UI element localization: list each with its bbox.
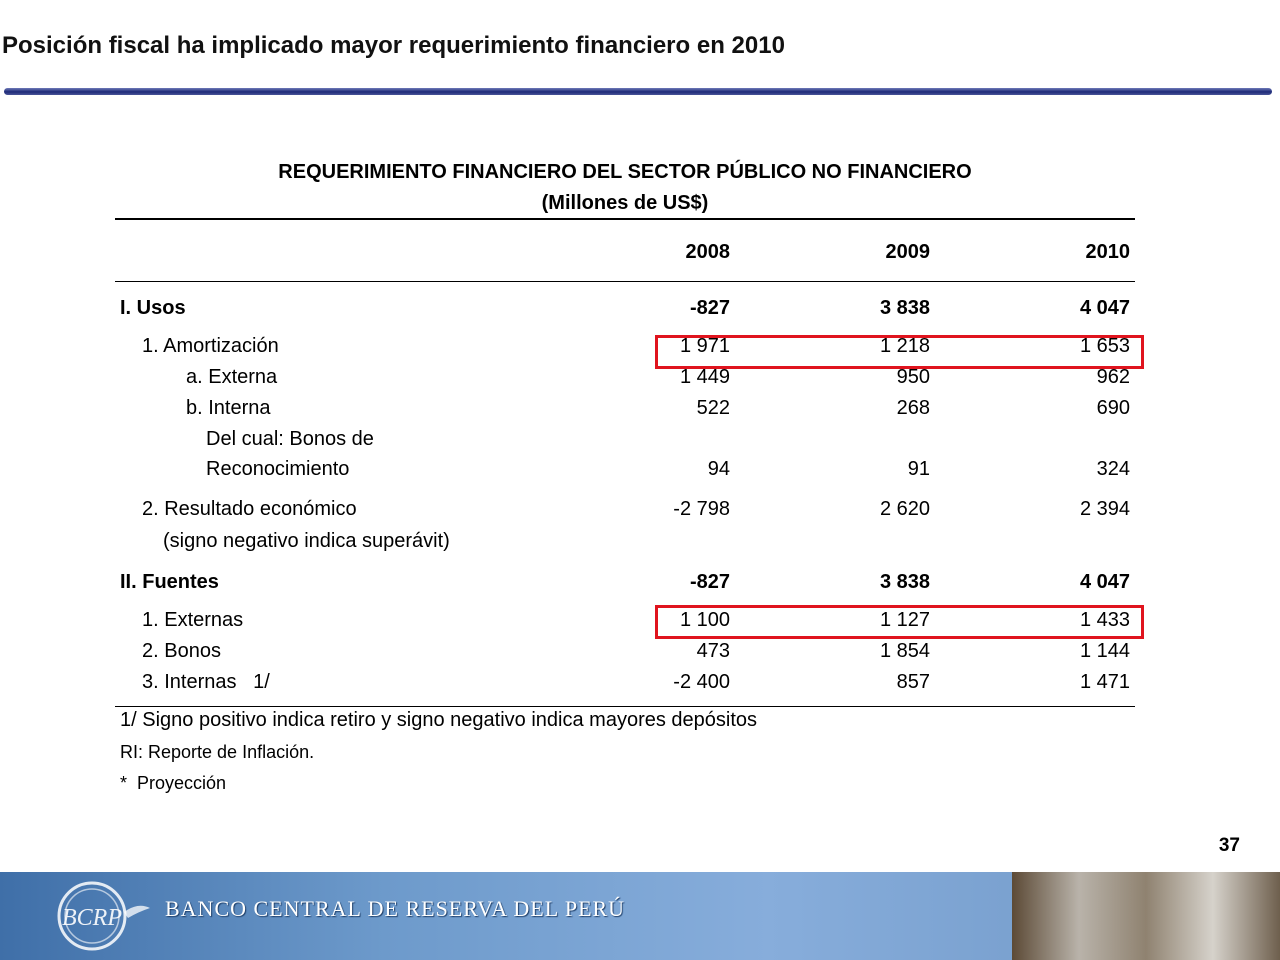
- footer-banner: [0, 872, 1280, 960]
- row-label-signo-note: (signo negativo indica superávit): [163, 530, 450, 552]
- table-top-rule: [115, 218, 1135, 220]
- bcrp-logo-icon: [52, 878, 152, 954]
- cell-value: -827: [689, 571, 730, 593]
- cell-value: -2 400: [673, 671, 730, 693]
- title-divider: [4, 88, 1272, 95]
- cell-value: 3 838: [879, 571, 930, 593]
- footnote-proyeccion: * Proyección: [120, 773, 227, 793]
- cell-value: 94: [707, 458, 730, 480]
- row-label-usos: I. Usos: [120, 297, 186, 319]
- cell-value: 91: [907, 458, 930, 480]
- row-label-externa: a. Externa: [186, 366, 278, 388]
- slide-title: Posición fiscal ha implicado mayor requerimiento financiero en 2010: [2, 32, 785, 59]
- cell-value: 522: [696, 397, 730, 419]
- cell-value: 3 838: [879, 297, 930, 319]
- cell-value: 1 854: [879, 640, 930, 662]
- logo-letters: BCRP: [62, 905, 122, 931]
- page-number: 37: [1218, 835, 1240, 856]
- bank-name: BANCO CENTRAL DE RESERVA DEL PERÚ: [165, 896, 626, 921]
- footer-photo: [1012, 872, 1280, 960]
- table-subtitle: (Millones de US$): [541, 192, 709, 214]
- cell-value: 950: [896, 366, 930, 388]
- cell-value: 1 971: [679, 335, 730, 357]
- cell-value: 1 127: [879, 609, 930, 631]
- row-label-reconocimiento: Reconocimiento: [206, 458, 350, 480]
- cell-value: 4 047: [1079, 571, 1130, 593]
- cell-value: 324: [1096, 458, 1130, 480]
- row-label-del-cual: Del cual: Bonos de: [206, 428, 374, 450]
- table-title: REQUERIMIENTO FINANCIERO DEL SECTOR PÚBLICO NO FINANCIERO: [278, 161, 972, 183]
- header-rule: [115, 281, 1135, 282]
- cell-value: -827: [689, 297, 730, 319]
- row-label-bonos: 2. Bonos: [142, 640, 221, 662]
- footnote-1: 1/ Signo positivo indica retiro y signo negativo indica mayores depósitos: [120, 709, 758, 731]
- cell-value: 1 433: [1079, 609, 1130, 631]
- cell-value: 690: [1096, 397, 1130, 419]
- row-label-externas: 1. Externas: [142, 609, 244, 631]
- row-label-interna: b. Interna: [186, 397, 271, 419]
- footnote-ri: RI: Reporte de Inflación.: [120, 742, 315, 762]
- cell-value: 1 653: [1079, 335, 1130, 357]
- cell-value: 2 620: [879, 498, 930, 520]
- cell-value: 1 471: [1079, 671, 1130, 693]
- header-year-2008: 2008: [685, 241, 730, 263]
- cell-value: 857: [896, 671, 930, 693]
- header-year-2010: 2010: [1085, 241, 1130, 263]
- cell-value: 1 144: [1079, 640, 1130, 662]
- highlight-amortizacion-box: [655, 335, 1144, 369]
- cell-value: 1 218: [879, 335, 930, 357]
- header-year-2009: 2009: [885, 241, 930, 263]
- highlight-externas-box: [655, 605, 1144, 639]
- cell-value: 1 449: [679, 366, 730, 388]
- table-bottom-rule: [115, 706, 1135, 707]
- cell-value: 268: [896, 397, 930, 419]
- cell-value: 962: [1096, 366, 1130, 388]
- cell-value: -2 798: [673, 498, 730, 520]
- cell-value: 1 100: [679, 609, 730, 631]
- cell-value: 2 394: [1079, 498, 1130, 520]
- cell-value: 473: [696, 640, 730, 662]
- row-label-internas: 3. Internas 1/: [142, 671, 270, 693]
- row-label-amortizacion: 1. Amortización: [142, 335, 279, 357]
- row-label-resultado: 2. Resultado económico: [142, 498, 357, 520]
- cell-value: 4 047: [1079, 297, 1130, 319]
- row-label-fuentes: II. Fuentes: [120, 571, 219, 593]
